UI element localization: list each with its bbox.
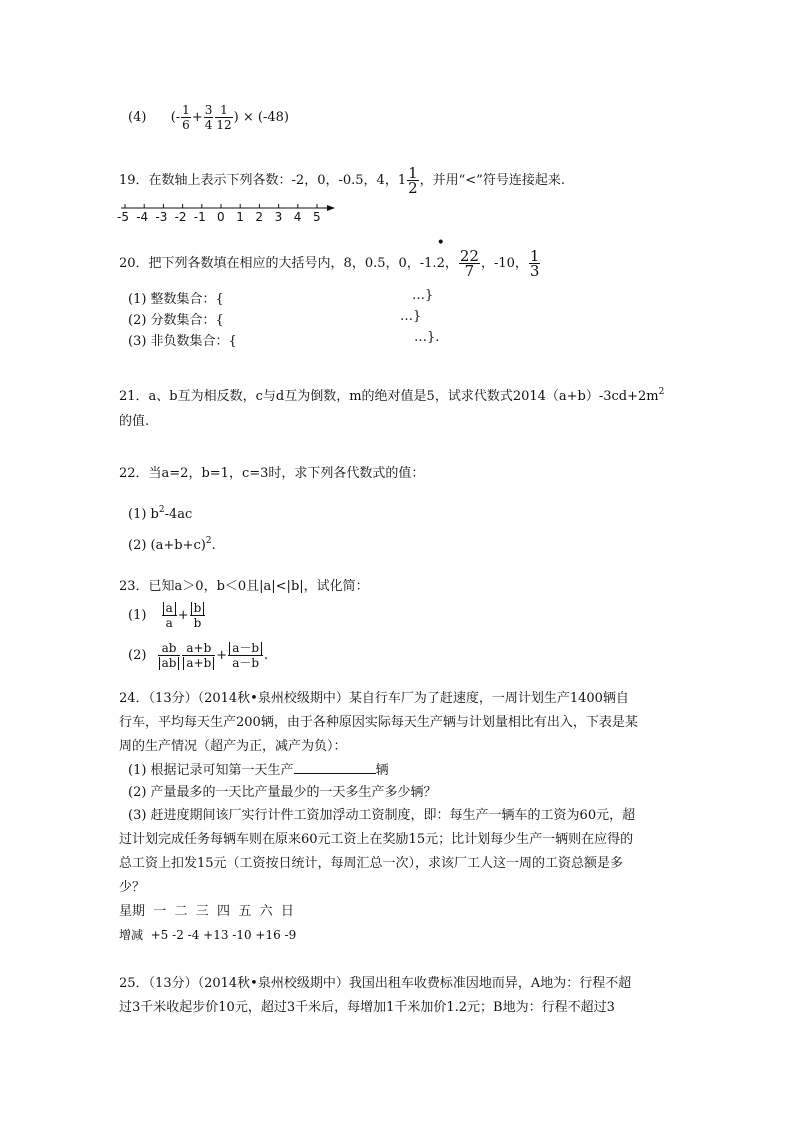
q25-line-2: 过3千米收起步价10元，超过3千米后，每增加1千米加价1.2元；B地为：行程不超过3	[119, 1000, 615, 1015]
q22-item-2	[128, 536, 216, 553]
axis-tick-label: -5	[117, 210, 129, 224]
q22-item-2-a: (2) (a+b+c)	[128, 538, 206, 553]
axis-tick-label: 3	[274, 210, 283, 224]
axis-tick-label: -1	[193, 210, 206, 224]
q24-sub-1	[128, 759, 389, 778]
q19-text-a: 19．在数轴上表示下列各数：-2，0，-0.5，4，1	[119, 173, 407, 188]
q20-item-2-label: (2) 分数集合：{	[128, 313, 224, 328]
q23-item-2	[128, 636, 268, 676]
q20-item-2	[128, 309, 422, 328]
q20-item-1	[128, 288, 434, 307]
q18-item-4-label: (4)	[128, 110, 147, 125]
q22-item-2-b: .	[211, 538, 216, 553]
axis-tick-label: -3	[155, 210, 168, 224]
axis-tick-label: 0	[217, 210, 225, 224]
axis-tick-label: 5	[313, 210, 321, 224]
q24-sub-1-unit: 辆	[375, 763, 389, 778]
q24-table-row-changes: 增减 +5 -2 -4 +13 -10 +16 -9	[119, 928, 297, 942]
fraction-a-plus-b-over-abs: $\frac{a+b}{a+b}$	[182, 641, 215, 670]
q18-item-4	[128, 100, 289, 136]
q24-line-1: 24．（13分）（2014秋•泉州校级期中）某自行车厂为了赶速度，一周计划生产1400辆自	[119, 691, 629, 706]
q24-sub-3-line-2: 过计划完成任务每辆车则在原来60元工资上在奖励15元；比计划每少生产一辆则在应得的	[119, 832, 634, 847]
q23-item-2-label: (2)	[128, 648, 147, 663]
plus-sign: +	[216, 648, 228, 663]
q23-item-1-label: (1)	[128, 608, 147, 623]
q22-item-1	[128, 505, 192, 522]
q20-sep: ，	[444, 256, 458, 271]
number-line	[119, 200, 339, 230]
q20-stem	[119, 235, 541, 282]
plus-sign: +	[191, 110, 203, 125]
q20-item-3	[128, 330, 440, 349]
q21-line-2: 的值.	[119, 414, 150, 429]
q22-item-2-sup: 2	[205, 536, 212, 546]
fraction-1-6: $\frac{1}{6}$	[182, 103, 190, 132]
q20-item-1-end: …}	[412, 288, 434, 303]
fraction-1-2: $\frac{1}{2}$	[408, 164, 418, 197]
q22-stem: 22．当a=2，b=1，c=3时，求下列各代数式的值：	[119, 466, 425, 481]
axis-tick-label: 1	[236, 210, 244, 224]
q24-line-3: 周的生产情况（超产为正，减产为负）：	[119, 739, 347, 754]
axis-tick-label: -4	[136, 210, 149, 224]
q24-sub-3-line-3: 总工资上扣发15元（工资按日统计，每周汇总一次），求该厂工人这一周的工资总额是多	[119, 856, 624, 871]
q23-stem: 23．已知a＞0，b＜0且|a|<|b|，试化简：	[119, 579, 369, 594]
q24-sub-1-text: (1) 根据记录可知第一天生产	[128, 763, 294, 778]
q19-stem	[119, 164, 565, 198]
q20-text-a: 20．把下列各数填在相应的大括号内，8，0.5，0，-1.	[119, 256, 437, 271]
q24-sub-3-line-4: 少？	[119, 880, 146, 895]
period: .	[264, 648, 269, 663]
q24-table-row-days: 星期 一 二 三 四 五 六 日	[119, 904, 294, 919]
axis-tick-label: -2	[174, 210, 187, 224]
axis-tick-label: 2	[255, 210, 264, 224]
q18-close-paren: ) × (-48)	[233, 110, 289, 125]
q24-line-2: 行车，平均每天生产200辆，由于各种原因实际每天生产辆与计划量相比有出入，下表是某	[119, 715, 638, 730]
fraction-1-3: $\frac{1}{3}$	[529, 247, 540, 280]
q20-item-1-label: (1) 整数集合：{	[128, 292, 224, 307]
q22-item-1-b: -4ac	[164, 507, 193, 522]
fraction-22-7: $\frac{22}{7}$	[459, 247, 479, 280]
repeating-decimal-digit: • 2	[436, 235, 445, 271]
q25-line-1: 25．（13分）（2014秋•泉州校级期中）我国出租车收费标准因地而异，A地为：行程不超	[119, 976, 632, 991]
q20-item-3-label: (3) 非负数集合：{	[128, 334, 237, 349]
axis-tick-label: 4	[293, 210, 302, 224]
fraction-ab-over-abs-ab: $\frac{ab}{ab}$	[158, 641, 181, 670]
q20-item-2-end: …}	[400, 309, 422, 324]
number-line-axis	[119, 200, 339, 230]
fraction-3-4: $\frac{3}{4}$	[204, 103, 213, 132]
q21-superscript: 2	[658, 387, 665, 397]
fraction-1-12: $\frac{1}{12}$	[216, 103, 232, 132]
q21-text: 21．a、b互为相反数，c与d互为倒数，m的绝对值是5，试求代数式2014（a+b）-3cd+2m	[119, 389, 659, 404]
q19-text-b: ，并用“<”符号连接起来.	[419, 173, 565, 188]
q24-sub-3-line-1: (3) 赶进度期间该厂实行计件工资加浮动工资制度，即：每生产一辆车的工资为60元，超	[128, 808, 636, 823]
q20-text-b: ，-10，	[480, 256, 528, 271]
q22-item-1-sup: 2	[158, 505, 165, 515]
q22-item-1-a: (1) b	[128, 507, 159, 522]
q21-line-1	[119, 385, 664, 404]
fraction-abs-a-minus-b: $\frac{a-b}{a-b}$	[228, 641, 263, 670]
plus-sign: +	[177, 608, 189, 623]
fraction-abs-b-over-b: $\frac{b}{b}$	[190, 601, 206, 630]
q18-open-paren: (-	[170, 110, 181, 125]
q24-sub-2: (2) 产量最多的一天比产量最少的一天多生产多少辆？	[128, 785, 437, 800]
q20-item-3-end: …}.	[414, 330, 440, 345]
fraction-abs-a-over-a: $\frac{a}{a}$	[162, 601, 177, 630]
q23-item-1	[128, 596, 206, 636]
answer-blank[interactable]	[294, 761, 376, 774]
